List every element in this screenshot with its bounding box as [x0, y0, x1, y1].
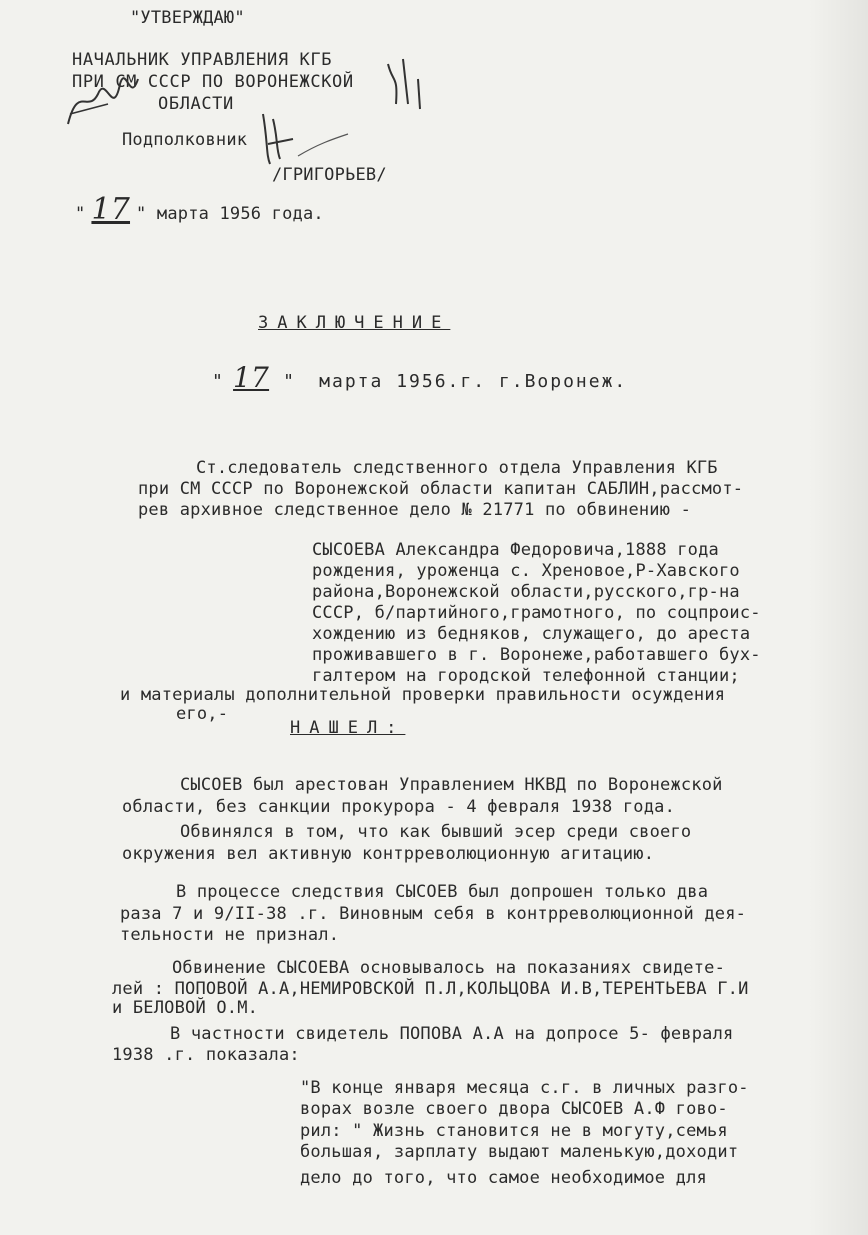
- para1-line-2: области, без санкции прокурора - 4 февраля 1938 года.: [122, 797, 676, 817]
- para1-line-1: СЫСОЕВ был арестован Управлением НКВД по Воронежской: [180, 775, 723, 795]
- quote-line-2: ворах возле своего двора СЫСОЕВ А.Ф гово-: [300, 1099, 728, 1119]
- para4-line-2: 1938 .г. показала:: [112, 1045, 300, 1065]
- para4-line-1: В частности свидетель ПОПОВА А.А на допросе 5- февраля: [170, 1024, 734, 1044]
- found-heading: НАШЕЛ:: [290, 718, 406, 738]
- subject-line-2: рождения, уроженца с. Хреновое,Р-Хавского: [312, 561, 740, 581]
- quote-line-5: дело до того, что самое необходимое для: [300, 1168, 707, 1188]
- approval-date-day: 17: [91, 192, 131, 227]
- document-date-rest: марта 1956.г. г.Воронеж.: [319, 371, 628, 392]
- page-shadow: [808, 0, 868, 1235]
- intro-line-2: при СМ СССР по Воронежской области капитан САБЛИН,рассмот-: [138, 479, 744, 499]
- document-date: [212, 361, 628, 394]
- subject-line-1: СЫСОЕВА Александра Федоровича,1888 года: [312, 540, 719, 560]
- quote-line-4: большая, зарплату выдают маленькую,доходит: [300, 1142, 739, 1162]
- materials-line-1: и материалы дополнительной проверки правильности осуждения: [120, 685, 726, 705]
- subject-line-4: СССР, б/партийного,грамотного, по соцпроис-: [312, 603, 761, 623]
- materials-line-2: его,-: [176, 704, 229, 724]
- approval-stamp-title: "УТВЕРЖДАЮ": [130, 8, 245, 28]
- approval-line-3: ОБЛАСТИ: [158, 94, 234, 114]
- subject-line-3: района,Воронежской области,русского,гр-на: [312, 582, 740, 602]
- approval-line-2: ПРИ СМ СССР ПО ВОРОНЕЖСКОЙ: [72, 72, 354, 92]
- approval-rank: Подполковник: [122, 130, 248, 150]
- approval-name: /ГРИГОРЬЕВ/: [272, 165, 387, 185]
- subject-line-7: галтером на городской телефонной станции;: [312, 666, 740, 686]
- approval-date-quote-open: ": [75, 204, 86, 224]
- document-date-quote-close: ": [283, 371, 295, 392]
- document-date-day: 17: [233, 361, 270, 394]
- approval-date: [75, 192, 324, 227]
- para2-line-1: В процессе следствия СЫСОЕВ был допрошен только два: [176, 882, 709, 902]
- para2-line-3: тельности не признал.: [120, 925, 340, 945]
- para3-line-1: Обвинение СЫСОЕВА основывалось на показаниях свидете-: [172, 958, 726, 978]
- subject-line-5: хождению из бедняков, служащего, до ареста: [312, 624, 751, 644]
- approval-date-rest: " марта 1956 года.: [136, 204, 324, 224]
- document-date-quote-open: ": [212, 371, 224, 392]
- approval-line-1: НАЧАЛЬНИК УПРАВЛЕНИЯ КГБ: [72, 50, 333, 70]
- subject-line-6: проживавшего в г. Воронеже,работавшего бух-: [312, 645, 761, 665]
- quote-line-3: рил: " Жизнь становится не в могуту,семья: [300, 1121, 728, 1141]
- para3-line-3: и БЕЛОВОЙ О.М.: [112, 998, 259, 1018]
- quote-line-1: "В конце января месяца с.г. в личных разго-: [300, 1078, 749, 1098]
- intro-line-3: рев архивное следственное дело № 21771 по обвинению -: [138, 500, 692, 520]
- para1-line-4: окружения вел активную контрреволюционную агитацию.: [122, 844, 655, 864]
- document-title: ЗАКЛЮЧЕНИЕ: [258, 313, 451, 333]
- para2-line-2: раза 7 и 9/II-38 .г. Виновным себя в контрреволюционной дея-: [120, 904, 747, 924]
- para3-line-2: лей : ПОПОВОЙ А.А,НЕМИРОВСКОЙ П.Л,КОЛЬЦОВА И.В,ТЕРЕНТЬЕВА Г.И: [112, 979, 749, 999]
- para1-line-3: Обвинялся в том, что как бывший эсер среди своего: [180, 822, 692, 842]
- intro-line-1: Ст.следователь следственного отдела Управления КГБ: [196, 458, 718, 478]
